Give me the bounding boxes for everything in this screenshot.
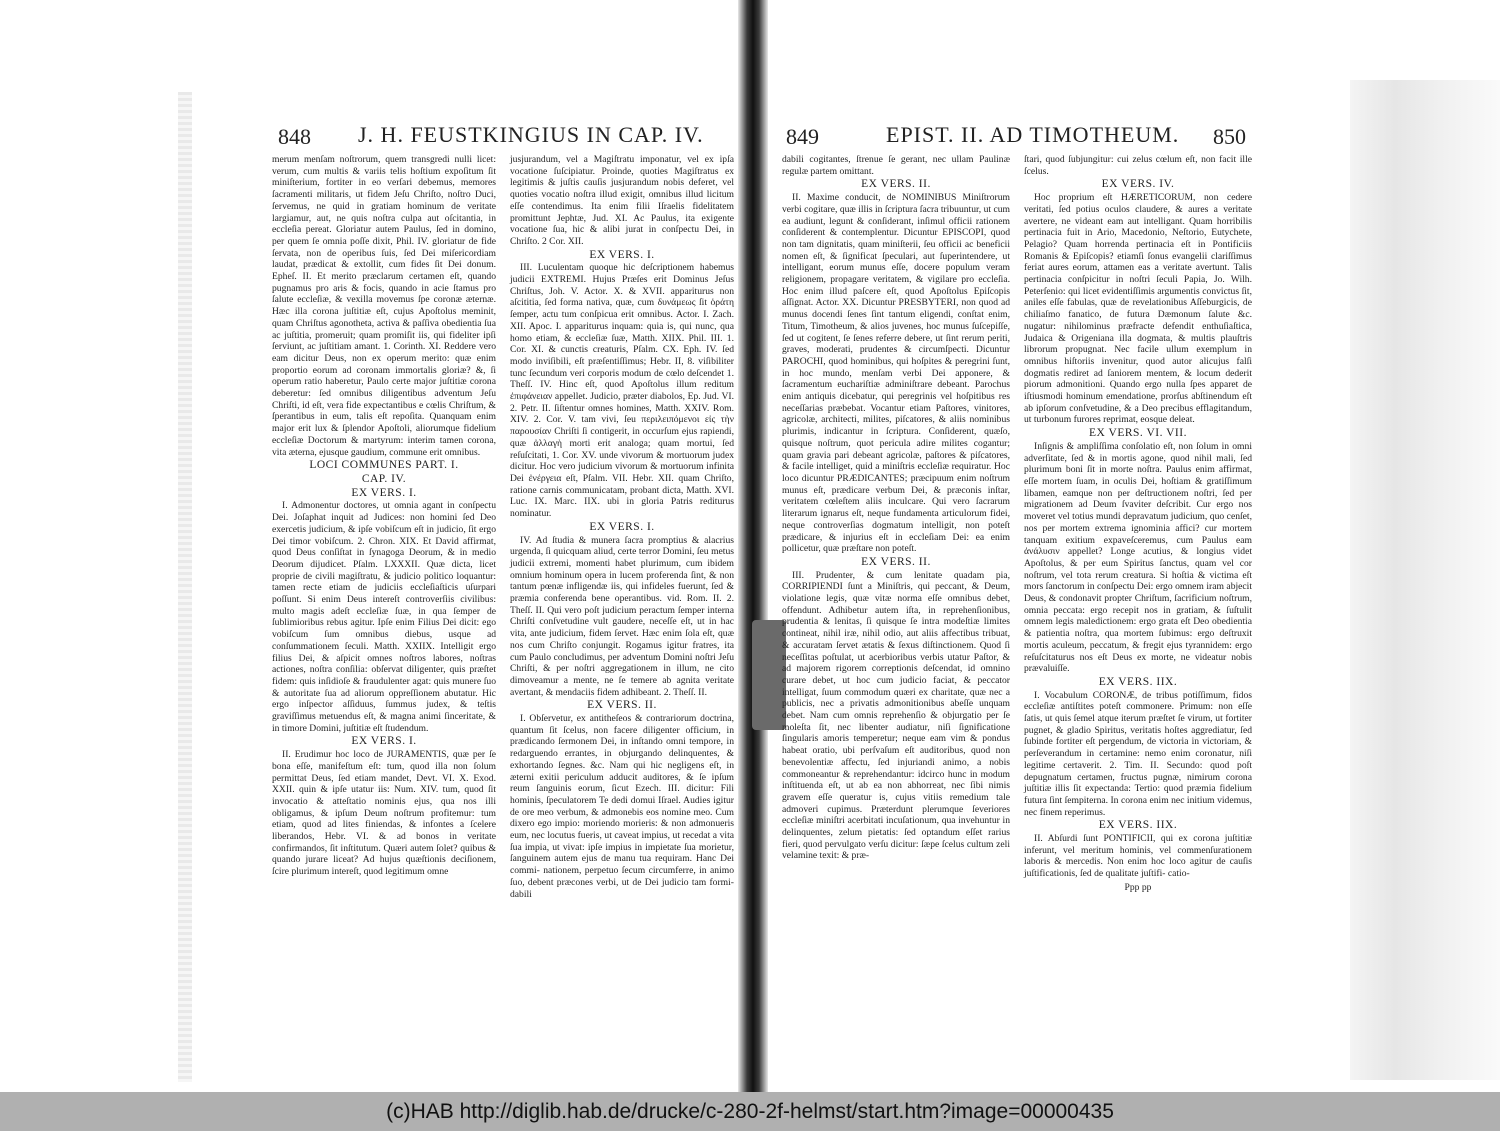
right-page: [782, 120, 1252, 894]
paragraph: III. Luculentam quoque hic deſcriptionem habemus judicii EXTREMI. Hujus Præſes erit Dominus Jeſus Chriſtus, Joh. V. Actor. X. & XVII. appariturus non aſcititia, ſed forma nativa, quæ, cum δυνάμεως ſit ὁράτη ſemper, actu tum conſpicua erit omnibus. Actor. I. Zach. XII. Apoc. I. appariturus inquam: quia is, qui nunc, qua homo etiam, & eccleſiæ ſuæ, Matth. XIIX. Phil. III. 1. Cor. XI. & cunctis creaturis, Pſalm. CX. Eph. IV. ſed modo inviſibili, eſt præſentiſſimus; Hebr. II, 8. viſibiliter tunc ſecundum veri corporis modum de cœlo deſcendet 1. Theſſ. IV. Hinc eſt, quod Apoſtolus illum reditum ἐπιφάνειαν appellet. Judicio, præter diabolos, Ep. Jud. VI. 2. Petr. II. ſiſtentur omnes homines, Matth. XXIV. Rom. XIV. 2. Cor. V. tam vivi, ſeu περιλειπόμενοι εἰς τὴν παρουσίαν Chriſti ſi contigerit, in occurſum ejus rapiendi, quæ ἀλλαγὴ morti erit analoga; quam mortui, ſed reſuſcitati, 1. Cor. XV. unde vivorum & mortuorum judex dicitur. Hoc vero judicium vivorum & mortuorum infinita Dei ἐνέργεια eſt, Pſalm. VII. Hebr. XII. quam Chriſto, ratione carnis communicatam, probant dicta, Matth. XVI. Luc. IX. Marc. IIX. ubi in gloria Patris rediturus nominatur.: [510, 262, 734, 520]
right-page-number-right: 850: [1213, 124, 1246, 149]
paragraph: Inſignis & ampliſſima conſolatio eſt, non ſolum in omni adverſitate, ſed & in mortis agone, quod nihil mali, ſed plurimum boni ſit in morte noſtra. Paulus enim affirmat, eſſe mortem ſuam, in oculis Dei, hoſtiam & gratiſſimum libamen, eamque non per deſtructionem noſtri, ſed per migrationem ad Deum ſvaviter deſcribit. Cur ergo nos moveret vel totius mundi depravatum judicium, quo cenſet, nos per mortem extrema ignominia affici? cur mortem tanquam exitium expaveſceremus, cum Paulus eam ἀνάλυσιν appellet? Longe acutius, & longius videt Apoſtolus, & per eum Spiritus ſanctus, quam vel cor noſtrum, vel tota rerum creatura. Si hoſtia & victima eſt mors ſanctorum in conſpectu Dei: ergo omnem iram abjecit Deus, & condonavit propter Chriſtum, ſacrificium noſtrum, omnia peccata: ergo recepit nos in gratiam, & ſuſtulit omnem legis maledictionem: ergo grata eſt Deo obedientia & patientia noſtra, qua mortem ſubimus: ergo deſtruxit mortis aculeum, peccatum, & fregit ejus tyrannidem: ergo reſuſcitaturus nos eſt Deus ex morte, ne videatur nobis prævaluiſſe.: [1024, 440, 1252, 675]
section-heading: EX VERS. I.: [589, 520, 655, 533]
section-heading: EX VERS. IV.: [1101, 178, 1175, 191]
image-credit-caption: (c)HAB http://diglib.hab.de/drucke/c-280-2f-helmst/start.htm?image=00000435: [0, 1092, 1500, 1131]
paragraph: Hoc proprium eſt HÆRETICORUM, non cedere veritati, ſed potius oculos claudere, & aures a veritate avertere, ne videant eam aut intelligant. Quam horribilis pertinacia fuit in Ario, Macedonio, Neſtorio, Eutychete, Pelagio? Quam horrenda pertinacia eſt in Pontificiis Romanis & Epiſcopis? etiamſi ſonus evangelii clariſſimus feriat aures eorum, attamen eas a veritate avertunt. Talis pertinacia conſpicitur in noſtri ſeculi Papia, Jo. Wilh. Peterſenio: qui licet evidentiſſimis argumentis convictus ſit, aniles eſſe fabulas, quæ de revelationibus Aſſeburgicis, de chiliaſmo fanatico, de futura Dæmonum ſalute &c. nugatur: nihilominus præfracte defendit enthuſiaſtica, Judaica & Origeniana illa dogmata, & multis plauſtris librorum propugnat. Nec facile ullum exemplum in omnibus hiſtoriis invenitur, quod autor alicujus falſi dogmatis rediret ad ſaniorem mentem, & locum dederit piorum admonitioni. Quando ergo nulla ſpes apparet de iſtiusmodi hominum emendatione, prorſus abſtinendum eſt ab ipſorum conſvetudine, & a Deo precibus efflagitandum, ut turbonum furores reprimat, eosque deleat.: [1024, 192, 1252, 426]
left-page: [272, 120, 734, 902]
section-heading: EX VERS. IIX.: [1098, 675, 1178, 688]
section-heading: EX VERS. II.: [861, 178, 931, 191]
left-page-edge: [178, 92, 192, 1082]
left-page-header: [272, 120, 734, 154]
book-gutter: [738, 0, 768, 1092]
paragraph: II. Erudimur hoc loco de JURAMENTIS, quæ per ſe bona eſſe, manifeſtum eſt: tum, quod illa non ſolum permittat Deus, ſed etiam mandet, Devt. VI. X. Exod. XXII. quin & ipſe utatur iis: Num. XIV. tum, quod ſit invocatio & atteſtatio nominis ejus, qua nos illi obligamus, & ipſum Deum noſtrum profitemur: tum etiam, quod ad lites finiendas, & infontes a ſcelere liberandos, Hebr. VI. & ad bonos in veritate confirmandos, ſit inſtitutum. Quæri autem ſolet? quibus & quando jurare liceat? Ad hujus quæſtionis deciſionem, ſcire plurimum intereſt, quod legitimum omne: [272, 749, 496, 878]
section-heading: LOCI COMMUNES PART. I.: [309, 459, 459, 472]
section-heading: EX VERS. II.: [587, 699, 657, 712]
section-heading: CAP. IV.: [361, 472, 407, 485]
right-page-column-2: [1024, 154, 1252, 894]
section-heading: EX VERS. II.: [861, 555, 931, 568]
section-heading: EX VERS. VI. VII.: [1089, 427, 1187, 440]
right-page-header: [782, 120, 1252, 154]
paragraph: IV. Ad ſtudia & munera ſacra promptius & alacrius urgenda, ſi quicquam aliud, certe terror Domini, ſeu metus judicii extremi, momenti habet plurimum, cum ibidem omnium hominum opera in lucem proferenda ſint, & non tantum pœnæ infligendæ iis, qui infideles fuerunt, ſed & præmia conferenda bene operantibus. vid. Rom. II. 2. Theſſ. II. Qui vero poſt judicium peractum ſemper interna Chriſti conſvetudine vult gaudere, neceſſe eſt, ut in hac vita, ante judicium, fidem ſervet. Hæc enim ſola eſt, quæ nos cum Chriſto conjungit. Rogamus igitur fratres, ita cum Paulo concludimus, per adventum Domini noſtri Jeſu Chriſti, & per noſtri aggregationem in illum, ne cito dimoveamur a mente, ne ſe temere ab agnita veritate avertant, & mendaciis fidem adhibeant. 2. Theſſ. II.: [510, 534, 734, 698]
paragraph: I. Vocabulum CORONÆ, de tribus potiſſimum, fidos eccleſiæ antiſtites poteſt commonere. Primum: non eſſe ſatis, ut quis ſemel atque iterum præſtet ſe virum, ut fortiter pugnet, & gladio Spiritus, veritatis hoſtes aggrediatur, ſed ſubinde fortiter eſt pergendum, de victoria in victoriam, & perſeverandum in certamine: nemo enim coronatur, niſi legitime certaverit. 2. Tim. II. Secundo: quod poſt depugnatum certamen, fructus pugnæ, nimirum corona juſtitiæ illis ſit expectanda: Tertio: quod præmia fidelium futura ſint ſempiterna. In corona enim nec initium videmus, nec finem reperimus.: [1024, 689, 1252, 818]
paragraph: I. Obſervetur, ex antitheſeos & contrariorum doctrina, quantum ſit ſcelus, non facere diligenter officium, in prædicando ſermonem Dei, in inſtando omni tempore, in redarguendo errantes, in objurgando delinquentes, & exhortando ſegnes. &c. Nam qui hic negligens eſt, in æterni exitii periculum adducit auditores, & ſe ipſum reum ſanguinis eorum, ſicut Ezech. III. dicitur: Fili hominis, ſpeculatorem Te dedi domui Iſrael. Audies igitur de ore meo verbum, & admonebis eos nomine meo. Cum dixero ego impio: moriendo morieris: & non admonueris eum, nec locutus fueris, ut caveat impius, ut recedat a vita ſua impia, ut vivat: ipſe impius in impietate ſua morietur, ſanguinem autem ejus de manu tua requiram. Hanc Dei commi- nationem, perpetuo ſecum circumferre, in animo ſuo, debent præcones verbi, ut de Dei judicio tam formi- dabili: [510, 713, 734, 900]
paragraph: jusjurandum, vel a Magiſtratu imponatur, vel ex ipſa vocatione ſuſcipiatur. Proinde, quoties Magiſtratus ex legitimis & juſtis cauſis jusjurandum nobis deferet, vel quoties vocatio noſtra illud exigit, omnibus illud licitum eſſe contendimus. Ita enim filii Iſraelis fidelitatem promittunt Jephtæ, Jud. XI. Ac Paulus, ita exigente vocatione ſua, hic & alibi jurat in conſpectu Dei, in Chriſto. 2 Cor. XII.: [510, 154, 734, 247]
section-heading: EX VERS. I.: [351, 486, 417, 499]
paragraph: ſtari, quod ſubjungitur: cui zelus cœlum eſt, non facit ille ſcelus.: [1024, 154, 1252, 177]
left-page-column-2: [510, 154, 734, 902]
signature-mark: Ppp pp: [1124, 881, 1152, 893]
left-page-column-1: [272, 154, 496, 902]
paragraph: dabili cogitantes, ſtrenue ſe gerant, nec ullam Paulinæ regulæ partem omittant.: [782, 154, 1010, 177]
right-page-column-1: [782, 154, 1010, 894]
section-heading: EX VERS. IIX.: [1098, 819, 1178, 832]
right-page-number-left: 849: [786, 124, 819, 149]
section-heading: EX VERS. I.: [589, 248, 655, 261]
section-heading: EX VERS. I.: [351, 735, 417, 748]
book-clip: [752, 620, 786, 730]
right-page-edge: [1350, 80, 1500, 1080]
paragraph: II. Abſurdi ſunt PONTIFICII, qui ex corona juſtitiæ inferunt, vel meritum hominis, vel commenſurationem laboris & mercedis. Non enim hoc loco agitur de cauſis juſtificationis, ſed de qualitate juſtifi- catio-: [1024, 833, 1252, 880]
paragraph: II. Maxime conducit, de NOMINIBUS Miniſtrorum verbi cogitare, quæ illis in ſcriptura ſacra tribuuntur, ut cum ea audiunt, legunt & conſiderant, inſimul officii rationem conſiderent & contemplentur. Dicuntur EPISCOPI, quod non tam dignitatis, quam miniſterii, ſeu officii ac beneficii nomen eſt, & ſignificat ſpeculari, aut ſuperintendere, ut intelligant, eorum munus eſſe, docere populum veram religionem, propagare veritatem, & vigilare pro eccleſia. Hoc enim illud paſcere eſt, quod Apoſtolus Epiſcopis aſſignat. Actor. XX. Dicuntur PRESBYTERI, non quod ad munus docendi ſenes ſint tantum eligendi, conſtat enim, Titum, Timotheum, & alios juvenes, hoc munus ſuſcepiſſe, ſed ut cogitent, ſe ſenes referre debere, ut ſint rerum periti, graves, moderati, prudentes & circumſpecti. Dicuntur PAROCHI, quod hominibus, qui hoſpites & peregrini ſunt, in hoc mundo, menſam verbi Dei apponere, & ſacramentum euchariſtiæ adminiſtrare debeant. Parochus enim antiquis dicebatur, qui peregrinis vel hoſpitibus res neceſſarias præbebat. Vocantur etiam Paſtores, vinitores, agricolæ, architecti, milites, piſcatores, & aliis nominibus plurimis, indicantur in ſcriptura. Conſiderent, quæſo, quisque noſtrum, quot pericula adire milites cogantur; quam gravia pari debeant agricolæ, paſtores & piſcatores, & facile intelliget, quid a miniſtris eccleſiæ requiratur. Hoc loco dicuntur PRÆDICANTES; præcipuum enim noſtrum munus eſt, prædicare verbum Dei, & præconis inſtar, veritatem cœleſtem aliis inculcare. Qui vero ſacrarum literarum ignarus eſt, neque fundamenta articulorum fidei, neque controverſias dogmatum intelligit, non poteſt prædicare, & injurius eſt in eccleſiam Dei: ea enim pollicetur, quæ præſtare non poteſt.: [782, 192, 1010, 555]
right-running-title: EPIST. II. AD TIMOTHEUM.: [886, 122, 1180, 147]
left-page-number: 848: [278, 124, 311, 149]
paragraph: I. Admonentur doctores, ut omnia agant in conſpectu Dei. Joſaphat inquit ad Judices: non homini ſed Deo exercetis judicium, & ipſe vobiſcum eſt in judicio, ſit ergo Dei timor vobiſcum. 2. Chron. XIX. Et David affirmat, quod Deus conſiſtat in ſynagoga Deorum, & in medio Deorum dijudicet. Pſalm. LXXXII. Quæ dicta, licet proprie de civili magiſtratu, & judicio politico loquantur: tamen recte etiam de judiciis eccleſiaſticis uſurpari poſſunt. Si enim Deus intereſt controverſiis civilibus: multo magis adeſt eccleſiæ ſuæ, in qua ſemper de ſublimioribus rebus agitur. Ipſe enim Filius Dei dicit: ego vobiſcum ſum omnibus diebus, usque ad conſummationem ſeculi. Matth. XXIIX. Intelligit ergo filius Dei, & aſpicit omnes noſtros labores, noſtras actiones, noſtra conſilia: obſervat diligenter, quis præſtet fidem: quis inſidioſe & fraudulenter agat: quis munere ſuo & autoritate ſua ad aliorum oppreſſionem abutatur. Hic ergo inſpector aſſiduus, ſummus judex, & teſtis graviſſimus metuendus eſt, & magna animi ſinceritate, & in timore Domini, juſtitiæ eſt ſtudendum.: [272, 500, 496, 734]
paragraph: merum menſam noſtrorum, quem transgredi nulli licet: verum, cum multis & variis telis hoſtium expoſitum ſit miniſterium, fortiter in eo verſari debemus, memores ſacramenti militaris, ut fidem Jeſu Chriſto, noſtro Duci, ſervemus, ne quid in gratiam hominum de veritate largiamur, aut, ne quis noſtra culpa aut oſcitantia, in eccleſia pereat. Gloriatur autem Paulus, ſed in domino, per quem ſe omnia poſſe dixit, Phil. IV. gloriatur de fide ſervata, non de operibus ſuis, ſed Dei miſericordiam laudat, prædicat & extollit, cum fides ſit Dei donum. Epheſ. II. Et merito præclarum certamen eſt, quando pugnamus pro aris & focis, quando in acie ſtamus pro ſalute eccleſiæ, & vexilla movemus ſpe coronæ æternæ. Hæc illa corona juſtitiæ eſt, cujus Apoſtolus meminit, quam Chriſtus agonotheta, activa & paſſiva obedientia ſua ac juſtitia, promeruit; quam promiſit iis, qui fideliter ipſi ſerviunt, ac juſtitiam amant. 1. Corinth. XI. Reddere vero eam dicitur Deus, non ex operum merito: quæ enim proportio eorum ad coronam immortalis gloriæ? &, ſi operum ratio haberetur, Paulo certe major juſtitiæ corona deberetur: ſed omnibus diligentibus adventum Jeſu Chriſti, id eſt, vera fide expectantibus e cœlis Chriſtum, & ſperantibus in eum, talis eſt repoſita. Quanquam enim major erit lux & ſplendor Apoſtoli, aliorumque fidelium eccleſiæ Doctorum & martyrum: interim tamen corona, vita æterna, ejusque gaudium, commune erit omnibus.: [272, 154, 496, 458]
paragraph: III. Prudenter, & cum lenitate quadam pia, CORRIPIENDI ſunt a Miniſtris, qui peccant, & Deum, violatione legis, quæ vitæ norma eſſe omnibus debet, offendunt. Adhibetur autem iſta, in reprehenſionibus, prudentia & lenitas, ſi quisque ſe intra modeſtiæ limites contineat, nihil iræ, nihil odio, aut aliis affectibus tribuat, & accuratam ſervet ætatis & ſexus diſtinctionem. Quod ſi neceſſitas poſtulat, ut acerbioribus verbis utatur Paſtor, & ad majorem rigorem correptionis deſcendat, id omnino curare debet, ut hoc cum judicio faciat, & peccator intelligat, ſuum commodum quæri ex charitate, quæ nec a publicis, nec a privatis admonitionibus abeſſe unquam debet. Nam cum omnis reprehenſio & objurgatio per ſe moleſta ſit, nec libenter audiatur, niſi ſignificatione ſingularis amoris temperetur; neque eam vim & pondus habeat oratio, ubi perſvaſum eſt auditoribus, quod non benevolentiæ affectu, ſed injuriandi animo, a nobis commoneantur & reprehendantur: idcirco hunc in modum inſtituenda eſt, ut ab ea non abhorreat, nec ſibi nimis gravem eſſe queratur is, cujus vitiis remedium tale admoveri cupimus. Præterdunt plerumque ſeveriores eccleſiæ miniſtri acerbitati incuſationum, qua invehuntur in delinquentes, zelum pietatis: ſed optandum eſſet rarius fieri, quod pervulgato verſu dicitur: ſæpe ſcelus cultum zeli velamine texit: & præ-: [782, 569, 1010, 862]
left-running-title: J. H. FEUSTKINGIUS IN CAP. IV.: [358, 122, 704, 147]
